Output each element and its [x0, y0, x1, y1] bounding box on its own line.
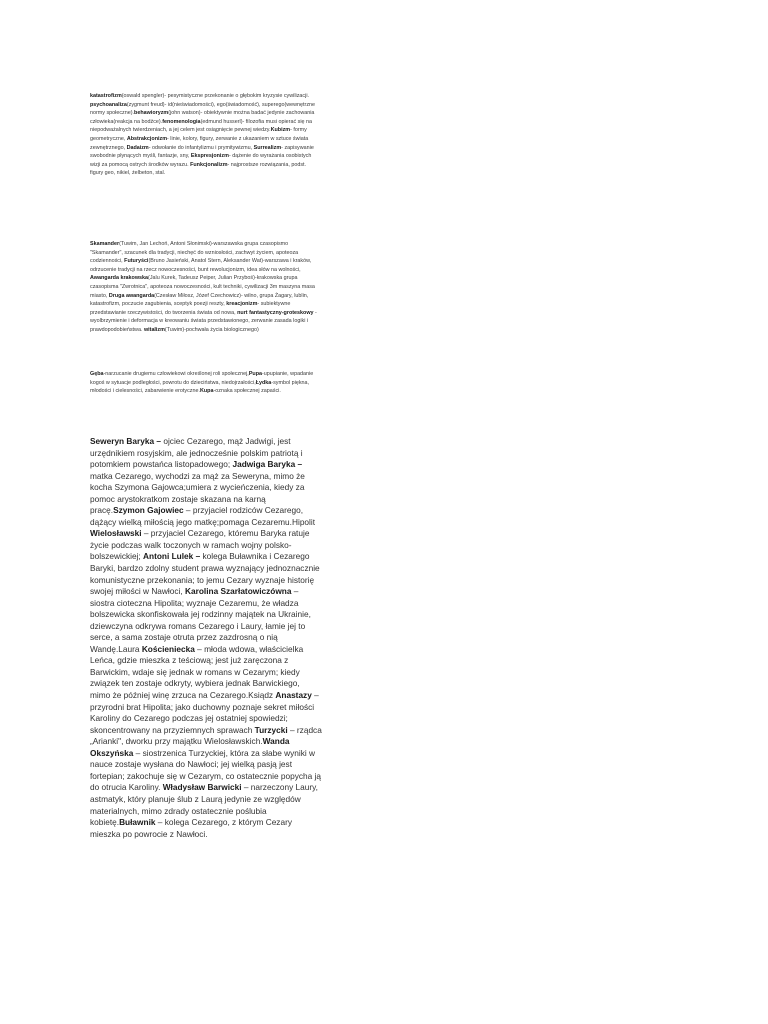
text-run: – przyjaciel Cezarego, któremu Baryka ratuje życie podczas walk toczonych w ramach wojny polsko-bolszewickiej;: [90, 528, 310, 562]
term-label: Władysław Barwicki: [162, 782, 242, 793]
text-run: -symbol piękna, młodości i cielesności, zabarwienie erotyczne.: [90, 379, 310, 395]
term-label: Wielosławski: [90, 528, 142, 539]
term-label: fenomenologia: [162, 118, 201, 125]
text-block-poetry-groups: [90, 240, 318, 335]
term-label: witalizm: [143, 326, 165, 333]
term-label: Funkcjonalizm: [190, 161, 228, 168]
term-label: nurt fantastyczny-groteskowy: [237, 309, 314, 316]
text-run: (Tuwim)-pochwała życia biologicznego): [164, 326, 259, 333]
text-run: matka Cezarego, wychodzi za mąż za Seweryna, mimo że kocha Szymona Gajowca;umiera z wycieńczenia, kiedy za pomoc arystokratkom zostaje skazana na karną pracę.: [90, 470, 305, 516]
term-label: kreacjonizm: [226, 301, 258, 308]
text-run: – przyjaciel rodziców Cezarego, dążący wielką miłością jego matkę;pomaga Cezaremu.Hipolit: [90, 505, 316, 527]
term-label: Pupa: [248, 371, 262, 377]
text-run: -oznaka społecznej zapaści.: [213, 388, 281, 395]
term-label: Anastazy: [275, 690, 312, 701]
text-run: -upupianie, wpadanie kogoś w sytuacje podległości, powrotu do dzieciństwa, niedojrzałości,: [90, 371, 314, 386]
text-run: (john watson)- obiektywnie można badać jedynie zachowania człowieka(reakcja na bodźce).: [90, 110, 315, 125]
text-run: – rządca „Arianki", dworku przy majątku Wielosławskich.: [90, 724, 322, 747]
text-run: – młoda wdowa, właścicielka Leńca, gdzie mieszka z teściową; jest już zaręczona z Barwickim, wdaje się jednak w romans w Cezarym; kiedy związek ten zostaje odkryty, wybiera jednak Barwickiego, mimo że później winę zrzuca na Cezarego.Ksiądz: [90, 643, 304, 701]
text-run: (Bruno Jasieński, Anatol Stern, Aleksander Wat)-warszawa i kraków, odrzucenie tradycji na rzecz nowoczesności, bunt rewolucjonizm, idea słów na wolności,: [90, 258, 312, 273]
paragraph: [90, 436, 322, 840]
text-run: - formy geometryczne,: [90, 127, 307, 142]
term-label: Gęba: [90, 371, 104, 377]
text-run: - dążenie do wyrażania osobistych wizji za pomocą ostrych środków wyrazu.: [90, 153, 312, 168]
text-run: - najprostsze rozwiązania, podst. figury geo, nikiel, żelbeton, stal.: [90, 161, 307, 177]
text-run: - odwołanie do infantylizmu i prymitywizmu,: [148, 144, 254, 151]
term-label: Wanda Okszyńska: [90, 736, 290, 758]
text-run: – przyrodni brat Hipolita; jako duchowny poznaje sekret miłości Karoliny do Cezarego podczas jej ostatniej spowiedzi; skoncentrowany na przyziemnych sprawach: [90, 690, 319, 735]
term-label: Turzycki: [254, 724, 288, 735]
text-run: - linie, kolory, figury, zerwanie z ukazaniem w sztuce świata zewnętrznego,: [90, 135, 309, 151]
term-label: Dadaizm: [126, 144, 149, 151]
term-label: Łydka: [255, 379, 272, 386]
text-run: -narzucanie drugiemu człowiekowi określonej roli społecznej,: [103, 371, 249, 377]
term-label: Szymon Gajowiec: [113, 505, 184, 516]
paragraph: [90, 370, 318, 396]
text-run: – narzeczony Laury, astmatyk, który planuje ślub z Laurą jedynie ze względów materialnych, mimo zdrady ostatecznie poślubia kobietę.: [90, 782, 318, 828]
text-run: (zygmunt freud)- id(nieświadomości), ego(świadomość), superego(wewnętrzne normy społeczne).: [90, 101, 316, 117]
text-run: (edmund husserl)- filozofia musi opierać się na niepodważalnych twierdzeniach, a jej celem jest osiągnięcie pewnej wiedzy.: [90, 118, 313, 134]
text-run: (Tuwim, Jan Lechoń, Antoni Słonimski)-warszawska grupa czasopismo "Skamander", szacunek dla tradycji, niechęć do wzniosłości, zachwyt życiem, apoteoza codzienności,: [90, 241, 299, 265]
term-label: Karolina Szarłatowiczówna: [184, 586, 292, 597]
text-run: kolega Buławnika i Cezarego Baryki, bardzo zdolny student prawa wyznający jednoznacznie komunistyczne przekonania; to jemu Cezary wyznaje historię swojej miłości w Nawłoci,: [90, 551, 320, 597]
term-label: Kubizm: [270, 127, 291, 134]
term-label: psychoanaliza: [90, 101, 127, 108]
term-label: behawioryzm: [134, 110, 169, 117]
text-run: – siostrzenica Turzyckiej, która za słabe wyniki w nauce zostaje wysłana do Nawłoci; jej wielką pasją jest fortepian; zakochuje się w Cezarym, co ostatecznie popycha ją do otrucia Karoliny.: [90, 747, 322, 793]
term-label: Seweryn Baryka –: [90, 436, 162, 446]
text-run: – kolega Cezarego, z którym Cezary mieszka po powrocie z Nawłoci.: [90, 817, 292, 839]
text-run: (Czesław Miłosz, Józef Czechowicz)- wilno, grupa Żagary, lublin, katastrofizm, poczucie zagubienia, sceptyk poezji reszty,: [90, 292, 309, 308]
term-label: Awangarda krakowska: [90, 275, 149, 282]
text-run: (Jalu Kurek, Tadeusz Peiper, Julian Przyboś)-krakowska grupa czasopisma "Zwrotnica", apoteoza nowoczesności, kult techniki, cywilizacji 3m maszyna masa miasto,: [90, 275, 315, 299]
term-label: Ekspresjonizm: [190, 153, 229, 160]
text-run: (oswald spengler)- pesymistyczne przekonanie o głębokim kryzysie cywilizacji.: [121, 93, 310, 99]
text-run: - zapisywanie swobodnie płynących myśli, fantazje, sny,: [90, 144, 314, 160]
text-run: - wyolbrzymienie i deformacja w kreowaniu świata przedstawionego, zerwanie zasada logiki i prawdopodobieństwa.: [90, 309, 317, 333]
term-label: Jadwiga Baryka –: [232, 459, 303, 470]
term-label: Skamander: [90, 241, 120, 247]
text-block-modernism: [90, 92, 318, 178]
term-label: katastrofizm: [90, 93, 122, 99]
paragraph: [90, 240, 318, 335]
term-label: Kościeniecka: [141, 643, 195, 654]
term-label: Kupa: [199, 388, 214, 395]
text-run: - subiektywne przedstawianie rzeczywistości, do tworzenia świata od nowa,: [90, 301, 291, 316]
text-block-przedwiosnie-characters: [90, 436, 322, 840]
paragraph: [90, 92, 318, 178]
term-label: Abstrakcjonizm: [126, 135, 167, 142]
term-label: Buławnik: [119, 817, 156, 828]
term-label: Druga awangarda: [108, 292, 155, 299]
term-label: Futuryści: [124, 258, 149, 265]
text-block-gombrowicz-terms: [90, 370, 318, 396]
text-run: – siostra cioteczna Hipolita; wyznaje Cezaremu, że władza bolszewicka skonfiskowała jej rodzinny majątek na Ukrainie, dziewczyna odkrywa romans Cezarego i Laury, łamie jej to serce, a sama zostaje otruta przez zazdrosną o nią Wandę.Laura: [90, 586, 311, 654]
term-label: Surrealizm: [253, 144, 282, 151]
text-run: ojciec Cezarego, mąż Jadwigi, jest urzędnikiem rosyjskim, ale jednocześnie polskim patriotą i potomkiem powstańca listopadowego;: [90, 436, 303, 470]
term-label: Antoni Lulek –: [143, 551, 201, 562]
